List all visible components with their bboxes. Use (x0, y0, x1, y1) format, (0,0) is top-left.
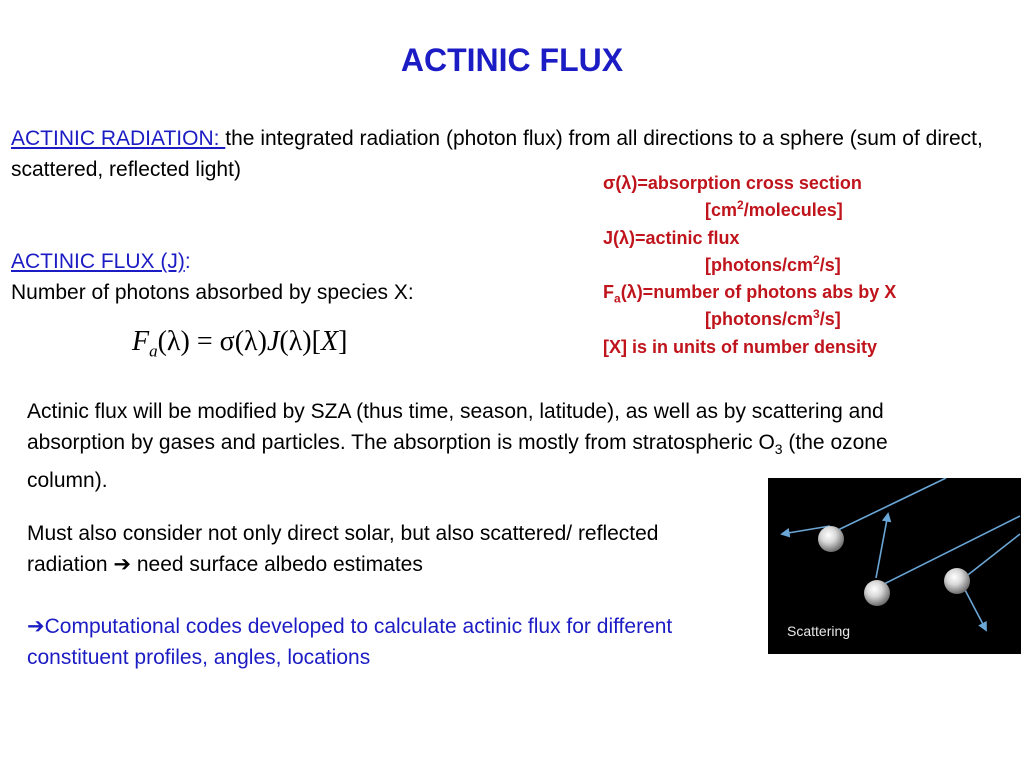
paragraph-albedo: Must also consider not only direct solar, but also scattered/ reflected radiation ➔ need surface albedo estimates (27, 522, 659, 576)
scattered-ray-2 (876, 514, 888, 578)
j-units: $[photons/cm^2/s]$ (705, 252, 841, 275)
arrow-icon: ➔ (113, 553, 131, 576)
arrow-icon: ➔ (27, 615, 45, 638)
equation-sub-a: a (149, 341, 158, 361)
paragraph-sza: Actinic flux will be modified by SZA (thus time, season, latitude), as well as by scattering and absorption by gases and particles. The absorption is mostly from stratospheric $O_3$ (the ozone column). (27, 400, 888, 493)
particle-3 (944, 568, 970, 594)
incoming-ray-1 (838, 478, 946, 530)
actinic-flux-colon: : (184, 250, 191, 273)
scattering-illustration (768, 478, 1021, 654)
actinic-flux-equation (132, 326, 347, 362)
figure-caption: Scattering (787, 623, 851, 639)
sigma-definition: σ(λ)=absorption cross section (603, 173, 862, 193)
sigma-units: $[cm^2/molecules]$ (705, 198, 843, 221)
actinic-flux-term: ACTINIC FLUX (J) (11, 250, 185, 273)
fa-definition: $F_a(\lambda)=number$ of photons abs by X (603, 282, 897, 306)
actinic-flux-heading (11, 246, 591, 308)
equation-sigma: σ (219, 326, 235, 357)
equation-lambda-2: (λ) (234, 326, 267, 357)
fa-units: $[photons/cm^3/s]$ (705, 307, 841, 330)
slide-title: ACTINIC FLUX (400, 42, 624, 78)
equation-X: X (320, 326, 339, 357)
equation-F: F (132, 326, 150, 357)
actinic-flux-description: Number of photons absorbed by species X: (11, 281, 414, 304)
particle-1 (818, 526, 844, 552)
o3-subscript: 3 (774, 441, 783, 458)
x-definition: [X] is in units of number density (603, 336, 878, 357)
equation-lambda-1: (λ) = (157, 326, 220, 357)
equation-J: J (266, 326, 280, 357)
actinic-radiation-term: ACTINIC RADIATION: (11, 127, 226, 150)
equation-lambda-3: (λ)[ (279, 326, 321, 357)
scattered-ray-3 (964, 588, 986, 630)
scattering-figure (768, 478, 1021, 654)
actinic-radiation-text: the integrated radiation (photon flux) from all directions to a sphere (sum of direct, scattered, reflected light) (11, 127, 983, 181)
paragraph-computational-codes: ➔Computational codes developed to calculate actinic flux for different constituent profiles, angles, locations (27, 615, 673, 669)
variable-definitions (603, 170, 1013, 361)
particle-2 (864, 580, 890, 606)
equation-close: ] (338, 326, 348, 357)
j-definition: J(λ)=actinic flux (603, 227, 740, 248)
